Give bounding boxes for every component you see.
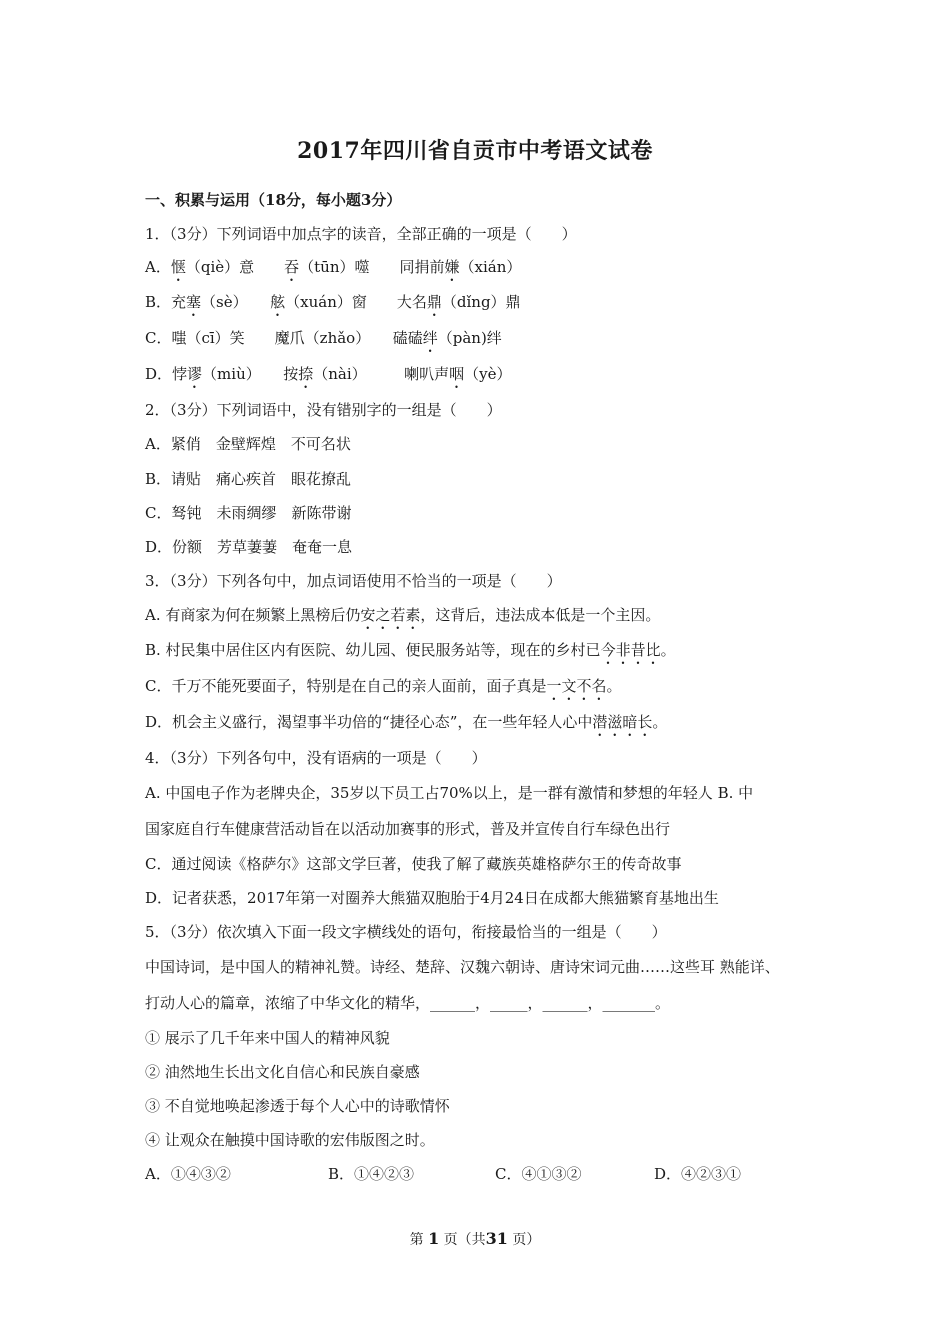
question-1-option-d: D．悖谬（miù） 按捺（nài） 喇叭声咽（yè） [145,365,512,383]
question-5-passage-line1: 中国诗词，是中国人的精神礼赞。诗经、楚辞、汉魏六朝诗、唐诗宋词元曲……这些耳 熟能详、 [145,958,780,976]
question-5-item-2: ② 油然地生长出文化自信心和民族自豪感 [145,1063,420,1081]
question-5-option-b: B．①④②③ [328,1165,415,1183]
question-5-option-a: A．①④③② [145,1165,231,1183]
question-1-option-c: C．嗤（cī）笑 魔爪（zhǎo） 磕磕绊（pàn)绊 [145,329,502,347]
page-footer: 第 1 页（共31 页） [409,1229,541,1248]
question-4-option-a-line2: 国家庭自行车健康营活动旨在以活动加赛事的形式，普及并宣传自行车绿色出行 [145,820,671,838]
page-total: 31 [485,1229,508,1248]
question-5-item-4: ④ 让观众在触摸中国诗歌的宏伟版图之时。 [145,1131,435,1149]
question-2-stem: 2．（3分）下列词语中，没有错别字的一组是（ ） [145,401,502,419]
question-5-option-d: D．④②③① [654,1165,742,1183]
question-1-stem: 1．（3分）下列词语中加点字的读音，全部正确的一项是（ ） [145,225,577,243]
question-3-option-b: B. 村民集中居住区内有医院、幼儿园、便民服务站等，现在的乡村已今非昔比。 [145,641,676,659]
question-5-item-3: ③ 不自觉地唤起渗透于每个人心中的诗歌情怀 [145,1097,450,1115]
question-3-option-a: A. 有商家为何在频繁上黑榜后仍安之若素，这背后，违法成本低是一个主因。 [145,606,661,624]
question-4-option-a-line1: A. 中国电子作为老牌央企，35岁以下员工占70%以上，是一群有激情和梦想的年轻人 B. 中 [145,784,754,802]
question-5-stem: 5．（3分）依次填入下面一段文字横线处的语句，衔接最恰当的一组是（ ） [145,923,667,941]
question-2-option-d: D．份额 芳草萋萋 奄奄一息 [145,538,353,556]
section-heading: 一、积累与运用（18分，每小题3分） [145,191,402,209]
question-1-option-a: A．惬（qiè）意 吞（tūn）噬 同捐前嫌（xián） [145,258,522,276]
question-3-option-d: D．机会主义盛行，渴望事半功倍的“捷径心态”，在一些年轻人心中潜滋暗长。 [145,713,668,731]
question-3-stem: 3．（3分）下列各句中，加点词语使用不恰当的一项是（ ） [145,572,562,590]
question-2-option-c: C．驽钝 未雨绸缪 新陈带谢 [145,504,352,522]
question-5-option-c: C．④①③② [495,1165,582,1183]
question-3-option-c: C．千万不能死要面子，特别是在自己的亲人面前，面子真是一文不名。 [145,677,622,695]
question-5-item-1: ① 展示了几千年来中国人的精神风貌 [145,1029,390,1047]
question-5-passage-line2: 打动人心的篇章，浓缩了中华文化的精华，______，_____，______，_______。 [145,994,671,1012]
question-2-option-a: A．紧俏 金壁辉煌 不可名状 [145,435,351,453]
page-title: 2017年四川省自贡市中考语文试卷 [297,138,653,164]
question-1-option-b: B．充塞（sè） 舷（xuán）窗 大名鼎（dǐng）鼎 [145,293,521,311]
page-number: 1 [428,1229,440,1248]
question-4-option-c: C．通过阅读《格萨尔》这部文学巨著，使我了解了藏族英雄格萨尔王的传奇故事 [145,855,682,873]
question-2-option-b: B．请贴 痛心疾首 眼花撩乱 [145,470,352,488]
question-4-stem: 4．（3分）下列各句中，没有语病的一项是（ ） [145,749,487,767]
question-4-option-d: D．记者获悉，2017年第一对圈养大熊猫双胞胎于4月24日在成都大熊猫繁育基地出生 [145,889,719,907]
